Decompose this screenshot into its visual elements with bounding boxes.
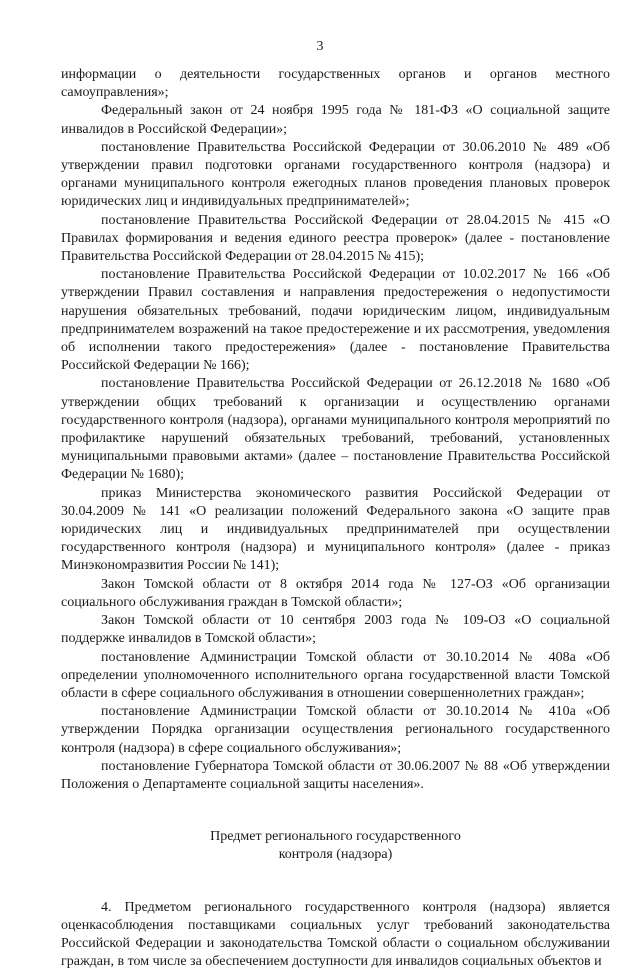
paragraph-decree-166: постановление Правительства Российской Федерации от 10.02.2017 № 166 «Об утверждении Правил составления и направления предостережения о недопустимости нарушения обязательных требований, подачи юридическим лицом, индивидуальным предпринимателем возражений на такое предостережение и их рассмотрения, уведомления об исполнении такого предостережения» (далее - постановление Правительства Российской Федерации № 166);: [61, 267, 610, 374]
paragraph-federal-law-181: Федеральный закон от 24 ноября 1995 года № 181-ФЗ «О социальной защите инвалидов в Российской Федерации»;: [61, 103, 610, 137]
paragraph-decree-415: постановление Правительства Российской Федерации от 28.04.2015 № 415 «О Правилах формирования и ведения единого реестра проверок» (далее - постановление Правительства Российской Федерации от 28.04.2015 № 415);: [61, 212, 610, 265]
paragraph-item-4: 4. Предметом регионального государственного контроля (надзора) является оценкасоблюдения поставщиками социальных услуг требований законодательства Российской Федерации и законодательства Томской области о социальном обслуживании граждан, в том числе за обеспечением доступности для инвалидов социальных объектов и: [61, 899, 610, 970]
paragraph-governor-decree-88: постановление Губернатора Томской области от 30.06.2007 № 88 «Об утверждении Положения о Департаменте социальной защиты населения».: [61, 758, 610, 792]
section-heading-line-2: контроля (надзора): [278, 847, 393, 863]
section-heading: [61, 828, 610, 864]
section-heading-line-1: Предмет регионального государственного: [210, 829, 461, 845]
paragraph-tomsk-decree-408a: постановление Администрации Томской области от 30.10.2014 № 408а «Об определении уполномоченного исполнительного органа государственной власти Томской области в сфере социального обслуживания в отношении совершеннолетних граждан»;: [61, 649, 610, 701]
page-number: 3: [316, 39, 324, 54]
paragraph-tomsk-decree-410a: постановление Администрации Томской области от 30.10.2014 № 410а «Об утверждении Порядка организации осуществления регионального государственного контроля (надзора) в сфере социального обслуживания»;: [61, 704, 610, 756]
paragraph-tomsk-law-127: Закон Томской области от 8 октября 2014 года № 127-ОЗ «Об организации социального обслуживания граждан в Томской области»;: [61, 576, 610, 610]
paragraph-order-141: приказ Министерства экономического развития Российской Федерации от 30.04.2009 № 141 «О реализации положений Федерального закона «О защите прав юридических лиц и индивидуальных предпринимателей при осуществлении государственного контроля (надзора) и муниципального контроля» (далее - приказ Минэкономразвития России № 141);: [61, 485, 610, 574]
paragraph-tomsk-law-109: Закон Томской области от 10 сентября 2003 года № 109-ОЗ «О социальной поддержке инвалидов в Томской области»;: [61, 613, 610, 647]
paragraph-continuation: информации о деятельности государственных органов и органов местного самоуправления»;: [61, 67, 610, 101]
paragraph-decree-1680: постановление Правительства Российской Федерации от 26.12.2018 № 1680 «Об утверждении общих требований к организации и осуществлению органами государственного контроля (надзора), органами муниципального контроля мероприятий по профилактике нарушений обязательных требований, требований, установленных муниципальными правовыми актами» (далее – постановление Правительства Российской Федерации № 1680);: [61, 376, 610, 483]
document-body: [61, 66, 610, 971]
paragraph-decree-489: постановление Правительства Российской Федерации от 30.06.2010 № 489 «Об утверждении правил подготовки органами государственного контроля (надзора) и органами муниципального контроля ежегодных планов проведения плановых проверок юридических лиц и индивидуальных предпринимателей»;: [61, 139, 610, 210]
